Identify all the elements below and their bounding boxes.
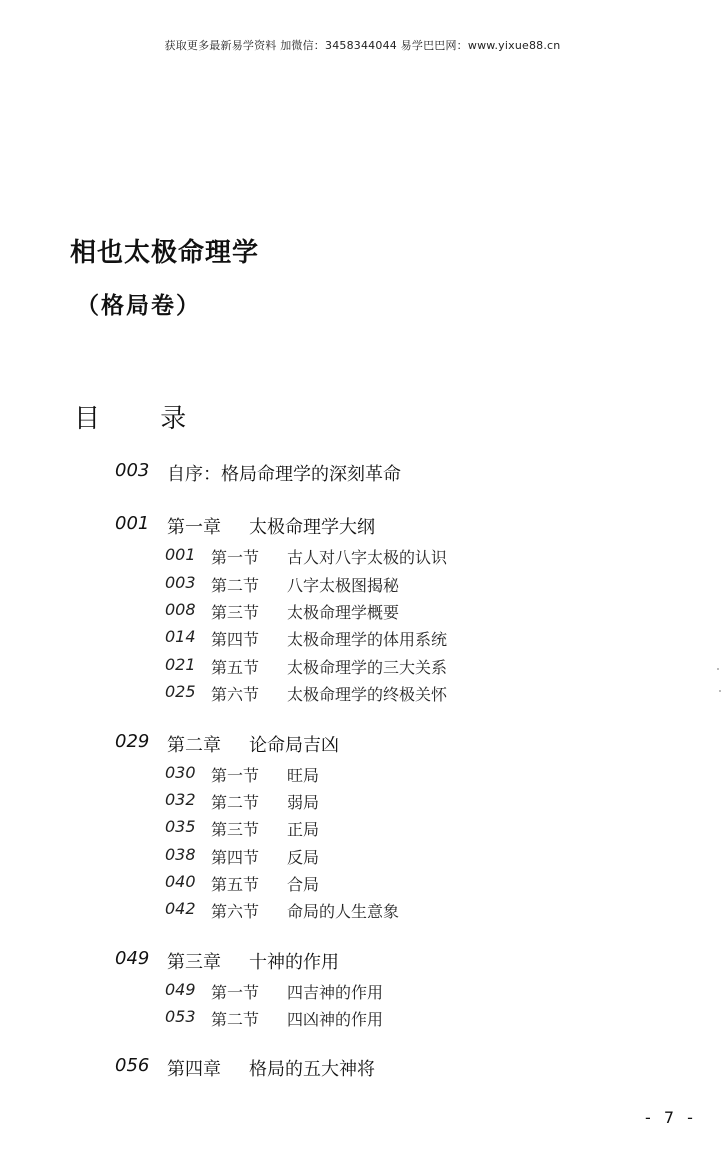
toc-page-number: 042 bbox=[165, 899, 196, 918]
toc-entry-title: 古人对八字太极的认识 bbox=[287, 548, 448, 567]
toc-page-number: 025 bbox=[165, 682, 196, 701]
toc-page-number: 032 bbox=[165, 790, 196, 809]
toc-entry-title: 四吉神的作用 bbox=[287, 983, 384, 1002]
toc-entry-label: 第六节 bbox=[211, 902, 260, 921]
toc-entry-title: 太极命理学概要 bbox=[287, 603, 400, 622]
scan-mark bbox=[717, 668, 719, 670]
toc-page-number: 038 bbox=[165, 845, 196, 864]
toc-entry-title: 论命局吉凶 bbox=[249, 735, 339, 756]
toc-page-number: 035 bbox=[165, 817, 196, 836]
page-header: 获取更多最新易学资料 加微信：3458344044 易学巴巴网：www.yixue88.cn bbox=[164, 39, 561, 52]
toc-heading: 目 录 bbox=[74, 404, 213, 434]
toc-entry-title: 十神的作用 bbox=[249, 952, 339, 973]
toc-page-number: 049 bbox=[165, 980, 196, 999]
scan-mark bbox=[719, 690, 721, 692]
toc-page-number: 003 bbox=[165, 573, 196, 592]
toc-page-number: 056 bbox=[115, 1055, 150, 1076]
toc-entry-label: 第一节 bbox=[211, 766, 260, 785]
toc-entry-label: 第四节 bbox=[211, 848, 260, 867]
toc-entry-label: 第一章 bbox=[167, 517, 221, 538]
book-title: 相也太极命理学 bbox=[70, 238, 260, 268]
toc-entry-title: 太极命理学的体用系统 bbox=[287, 630, 448, 649]
toc-entry-label: 第四节 bbox=[211, 630, 260, 649]
toc-page-number: 030 bbox=[165, 763, 196, 782]
toc-page-number: 008 bbox=[165, 600, 196, 619]
toc-entry-title: 太极命理学大纲 bbox=[249, 517, 375, 538]
toc-entry-title: 合局 bbox=[287, 875, 320, 894]
toc-entry-title: 八字太极图揭秘 bbox=[287, 576, 400, 595]
toc-entry-label: 第一节 bbox=[211, 548, 260, 567]
toc-page-number: 001 bbox=[165, 545, 196, 564]
toc-page-number: 021 bbox=[165, 655, 196, 674]
toc-entry-label: 第四章 bbox=[167, 1059, 221, 1080]
toc-entry-title: 正局 bbox=[287, 820, 320, 839]
toc-entry-label: 第六节 bbox=[211, 685, 260, 704]
toc-entry-title: 格局的五大神将 bbox=[249, 1059, 375, 1080]
toc-page-number: 040 bbox=[165, 872, 196, 891]
toc-page-number: 014 bbox=[165, 627, 196, 646]
toc-entry-title: 弱局 bbox=[287, 793, 320, 812]
toc-entry-title: 四凶神的作用 bbox=[287, 1010, 384, 1029]
toc-page-number: 053 bbox=[165, 1007, 196, 1026]
toc-entry-label: 第二节 bbox=[211, 576, 260, 595]
toc-entry-label: 第二节 bbox=[211, 793, 260, 812]
toc-entry-label: 第一节 bbox=[211, 983, 260, 1002]
toc-entry-label: 第五节 bbox=[211, 658, 260, 677]
toc-page-number: 029 bbox=[115, 731, 150, 752]
toc-entry-label: 第三节 bbox=[211, 820, 260, 839]
toc-entry-title: 命局的人生意象 bbox=[287, 902, 400, 921]
toc-entry-label: 第二章 bbox=[167, 735, 221, 756]
toc-entry-title: 反局 bbox=[287, 848, 320, 867]
toc-page-number: 001 bbox=[115, 513, 150, 534]
toc-entry-label: 第三节 bbox=[211, 603, 260, 622]
toc-entry-label: 第三章 bbox=[167, 952, 221, 973]
page-number: - 7 - bbox=[645, 1108, 697, 1127]
toc-entry-label: 第二节 bbox=[211, 1010, 260, 1029]
toc-entry-title: 太极命理学的终极关怀 bbox=[287, 685, 448, 704]
toc-entry-title: 太极命理学的三大关系 bbox=[287, 658, 448, 677]
toc-entry-title: 自序：格局命理学的深刻革命 bbox=[167, 464, 401, 485]
book-subtitle: （格局卷） bbox=[76, 292, 201, 319]
toc-entry-title: 旺局 bbox=[287, 766, 320, 785]
toc-entry-label: 第五节 bbox=[211, 875, 260, 894]
toc-page-number: 049 bbox=[115, 948, 150, 969]
toc-page-number: 003 bbox=[115, 460, 150, 481]
